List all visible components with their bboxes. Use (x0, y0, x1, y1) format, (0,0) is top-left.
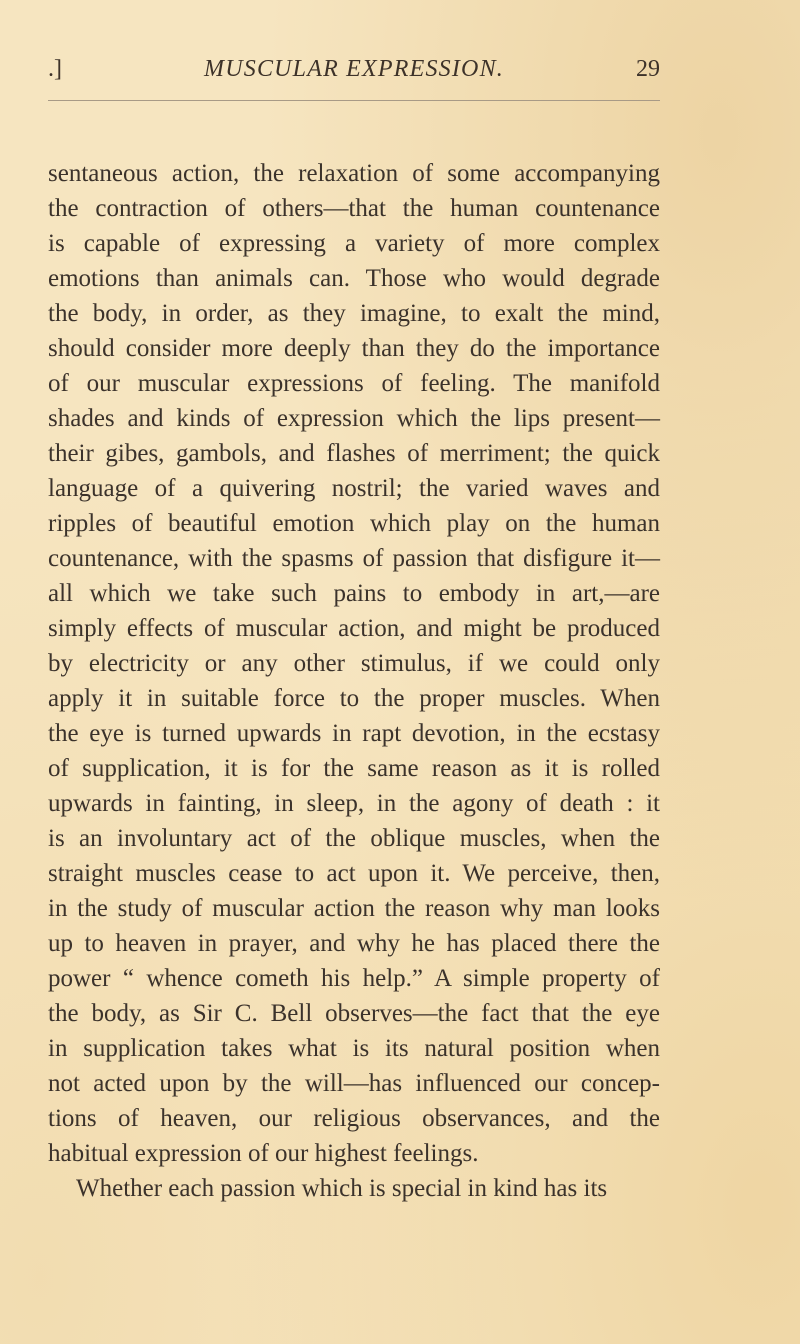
text-line: is an involuntary act of the oblique muscles, when the (48, 825, 660, 852)
text-line: up to heaven in prayer, and why he has placed there the (48, 930, 660, 957)
text-line: power “ whence cometh his help.” A simple property of (48, 965, 660, 992)
body-text (48, 156, 660, 1206)
text-line: by electricity or any other stimulus, if we could only (48, 650, 660, 677)
running-head (48, 56, 660, 88)
text-line-paragraph-end: habitual expression of our highest feelings. (48, 1140, 479, 1167)
text-line: simply effects of muscular action, and might be produced (48, 615, 660, 642)
text-line: in supplication takes what is its natural position when (48, 1035, 660, 1062)
text-line: the body, in order, as they imagine, to exalt the mind, (48, 300, 660, 327)
text-line: of our muscular expressions of feeling. The manifold (48, 370, 660, 397)
text-line: language of a quivering nostril; the varied waves and (48, 475, 660, 502)
text-line: the eye is turned upwards in rapt devotion, in the ecstasy (48, 720, 660, 747)
text-line: not acted upon by the will—has influenced our concep- (48, 1070, 660, 1097)
text-line: apply it in suitable force to the proper muscles. When (48, 685, 660, 712)
text-line: upwards in fainting, in sleep, in the agony of death : it (48, 790, 660, 817)
text-line: their gibes, gambols, and flashes of merriment; the quick (48, 440, 660, 467)
text-line-paragraph-start: Whether each passion which is special in kind has its (76, 1175, 608, 1202)
text-line: ripples of beautiful emotion which play on the human (48, 510, 660, 537)
text-line: straight muscles cease to act upon it. We perceive, then, (48, 860, 660, 887)
text-line: sentaneous action, the relaxation of some accompanying (48, 160, 660, 187)
page-number: 29 (636, 56, 660, 82)
text-line: shades and kinds of expression which the lips present— (48, 405, 660, 432)
text-line: the contraction of others—that the human countenance (48, 195, 660, 222)
text-line: emotions than animals can. Those who would degrade (48, 265, 660, 292)
text-line: is capable of expressing a variety of more complex (48, 230, 660, 257)
running-head-title: MUSCULAR EXPRESSION. (204, 56, 504, 82)
running-head-left-mark: .] (48, 56, 62, 82)
text-line: countenance, with the spasms of passion that disfigure it— (48, 545, 660, 572)
text-line: should consider more deeply than they do the importance (48, 335, 660, 362)
text-line: in the study of muscular action the reason why man looks (48, 895, 660, 922)
header-rule (48, 100, 660, 101)
text-line: all which we take such pains to embody in art,—are (48, 580, 660, 607)
text-line: of supplication, it is for the same reason as it is rolled (48, 755, 660, 782)
text-line: tions of heaven, our religious observances, and the (48, 1105, 660, 1132)
text-line: the body, as Sir C. Bell observes—the fact that the eye (48, 1000, 660, 1027)
